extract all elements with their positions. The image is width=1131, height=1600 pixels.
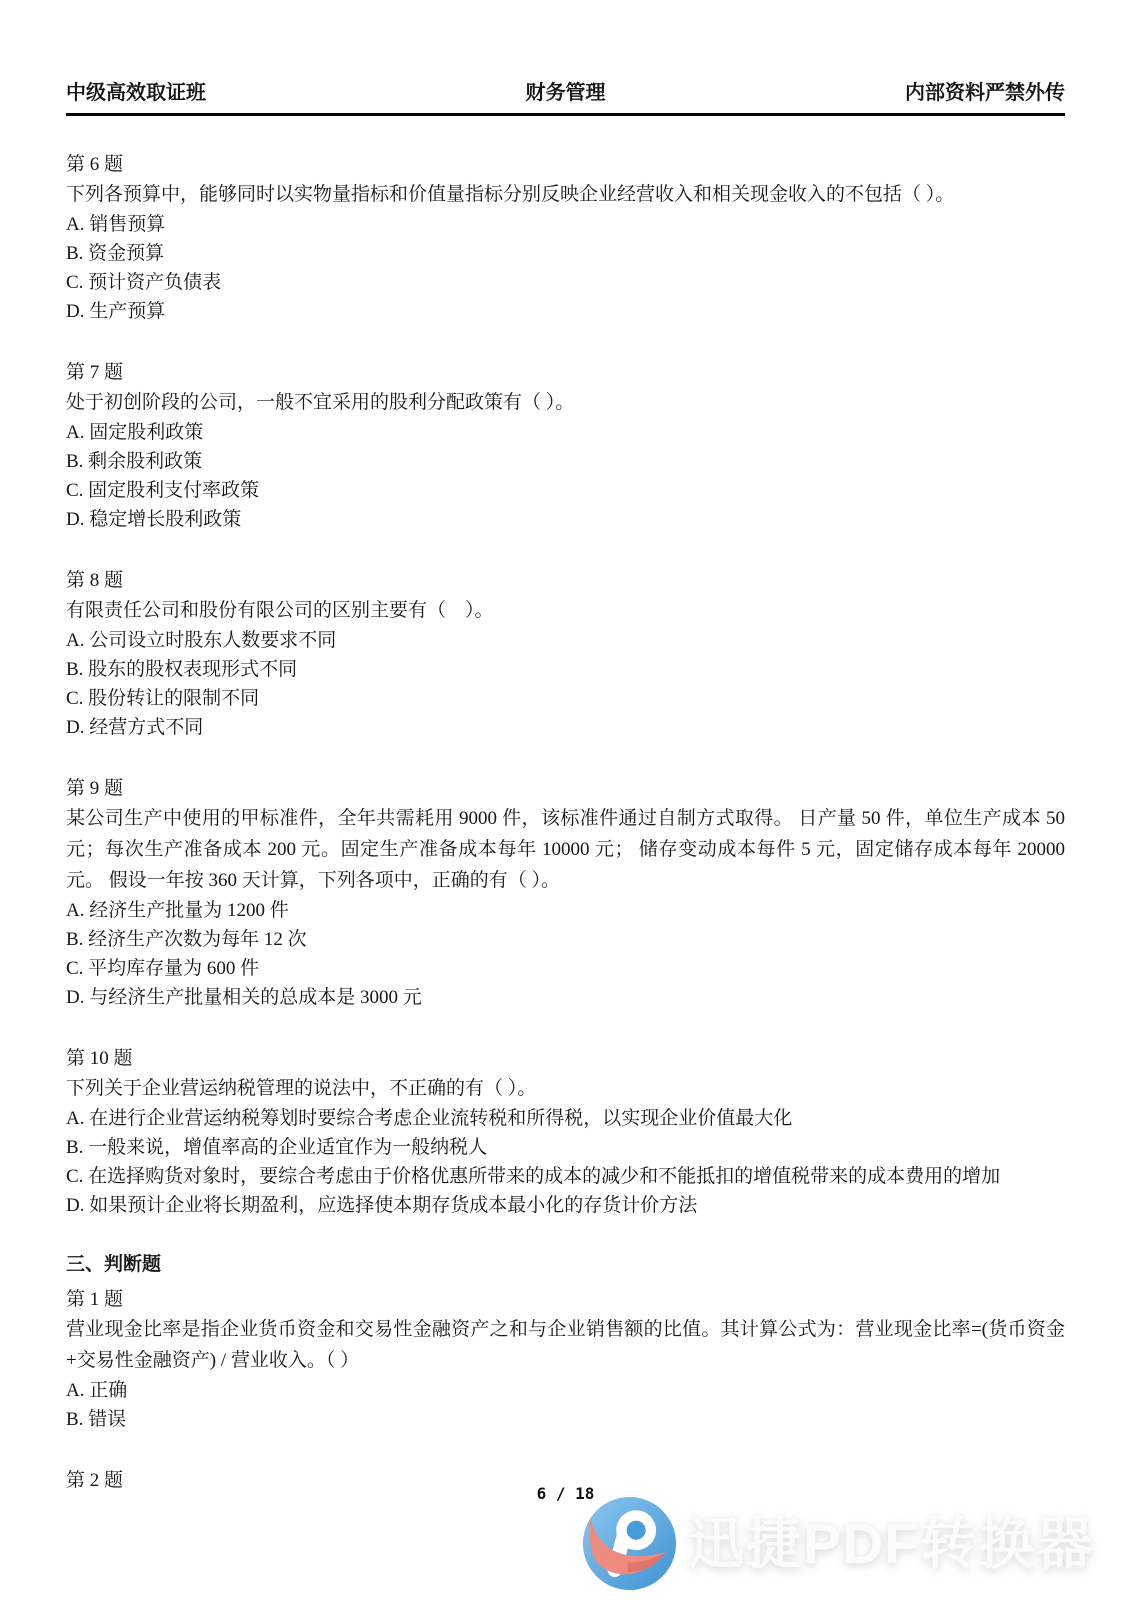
question-title: 第 6 题 bbox=[66, 154, 124, 175]
question-option-c: C. 平均库存量为 600 件 bbox=[66, 958, 260, 979]
pdf-converter-logo-icon bbox=[582, 1496, 677, 1591]
question-8 bbox=[66, 566, 1065, 742]
document-page bbox=[66, 0, 1065, 1495]
question-option-c: C. 固定股利支付率政策 bbox=[66, 480, 260, 501]
question-stem: 下列各预算中，能够同时以实物量指标和价值量指标分别反映企业经营收入和相关现金收入的不包括（ ）。 bbox=[66, 184, 955, 205]
page-number: 6 / 18 bbox=[536, 1484, 595, 1503]
judge-question-1 bbox=[66, 1285, 1065, 1434]
question-stem: 营业现金比率是指企业货币资金和交易性金融资产之和与企业销售额的比值。其计算公式为：营业现金比率=(货币资金+交易性金融资产) / 营业收入。（ ） bbox=[66, 1319, 1065, 1371]
header-subject: 财务管理 bbox=[525, 82, 606, 104]
question-list bbox=[66, 150, 1065, 1495]
question-option-d: D. 与经济生产批量相关的总成本是 3000 元 bbox=[66, 987, 422, 1008]
header-course: 中级高效取证班 bbox=[66, 82, 206, 104]
question-7 bbox=[66, 358, 1065, 534]
question-option-a: A. 销售预算 bbox=[66, 214, 166, 235]
question-stem: 有限责任公司和股份有限公司的区别主要有（ ）。 bbox=[66, 600, 494, 621]
header-notice: 内部资料严禁外传 bbox=[905, 82, 1065, 104]
question-option-c: C. 股份转让的限制不同 bbox=[66, 688, 260, 709]
question-6 bbox=[66, 150, 1065, 326]
question-option-a: A. 经济生产批量为 1200 件 bbox=[66, 900, 289, 921]
question-option-b: B. 剩余股利政策 bbox=[66, 451, 203, 472]
question-title: 第 10 题 bbox=[66, 1048, 133, 1069]
question-option-d: D. 生产预算 bbox=[66, 301, 166, 322]
question-option-a: A. 正确 bbox=[66, 1380, 128, 1401]
question-option-b: B. 错误 bbox=[66, 1409, 127, 1430]
question-option-a: A. 公司设立时股东人数要求不同 bbox=[66, 630, 337, 651]
question-9 bbox=[66, 774, 1065, 1012]
pdf-converter-watermark-text: 迅捷PDF转换器 bbox=[687, 1512, 1094, 1576]
question-stem: 处于初创阶段的公司，一般不宜采用的股利分配政策有（ ）。 bbox=[66, 392, 575, 413]
question-10 bbox=[66, 1044, 1065, 1220]
question-option-d: D. 稳定增长股利政策 bbox=[66, 509, 242, 530]
question-stem: 某公司生产中使用的甲标准件，全年共需耗用 9000 件，该标准件通过自制方式取得。 日产量 50 件，单位生产成本 50 元；每次生产准备成本 200 元。固定生产准备成本每年 10000 元； 储存变动成本每件 5 元，固定储存成本每年 20000 元。 假设一年按 360 天计算，下列各项中，正确的有（ ）。 bbox=[66, 808, 1065, 891]
question-option-c: C. 预计资产负债表 bbox=[66, 272, 222, 293]
question-title: 第 2 题 bbox=[66, 1470, 124, 1491]
question-option-a: A. 在进行企业营运纳税筹划时要综合考虑企业流转税和所得税，以实现企业价值最大化 bbox=[66, 1108, 793, 1129]
question-title: 第 9 题 bbox=[66, 778, 124, 799]
question-option-c: C. 在选择购货对象时，要综合考虑由于价格优惠所带来的成本的减少和不能抵扣的增值税带来的成本费用的增加 bbox=[66, 1166, 1001, 1187]
question-option-b: B. 一般来说，增值率高的企业适宜作为一般纳税人 bbox=[66, 1137, 488, 1158]
question-option-b: B. 股东的股权表现形式不同 bbox=[66, 659, 298, 680]
question-title: 第 8 题 bbox=[66, 570, 124, 591]
question-option-b: B. 经济生产次数为每年 12 次 bbox=[66, 929, 307, 950]
question-title: 第 1 题 bbox=[66, 1289, 124, 1310]
question-title: 第 7 题 bbox=[66, 362, 124, 383]
question-option-d: D. 如果预计企业将长期盈利，应选择使本期存货成本最小化的存货计价方法 bbox=[66, 1195, 698, 1216]
question-stem: 下列关于企业营运纳税管理的说法中，不正确的有（ ）。 bbox=[66, 1078, 537, 1099]
question-option-a: A. 固定股利政策 bbox=[66, 422, 204, 443]
question-option-b: B. 资金预算 bbox=[66, 243, 165, 264]
question-option-d: D. 经营方式不同 bbox=[66, 717, 204, 738]
pdf-converter-watermark bbox=[582, 1496, 1094, 1591]
page-header bbox=[66, 82, 1065, 116]
section-title-judgement: 三、判断题 bbox=[66, 1254, 162, 1275]
